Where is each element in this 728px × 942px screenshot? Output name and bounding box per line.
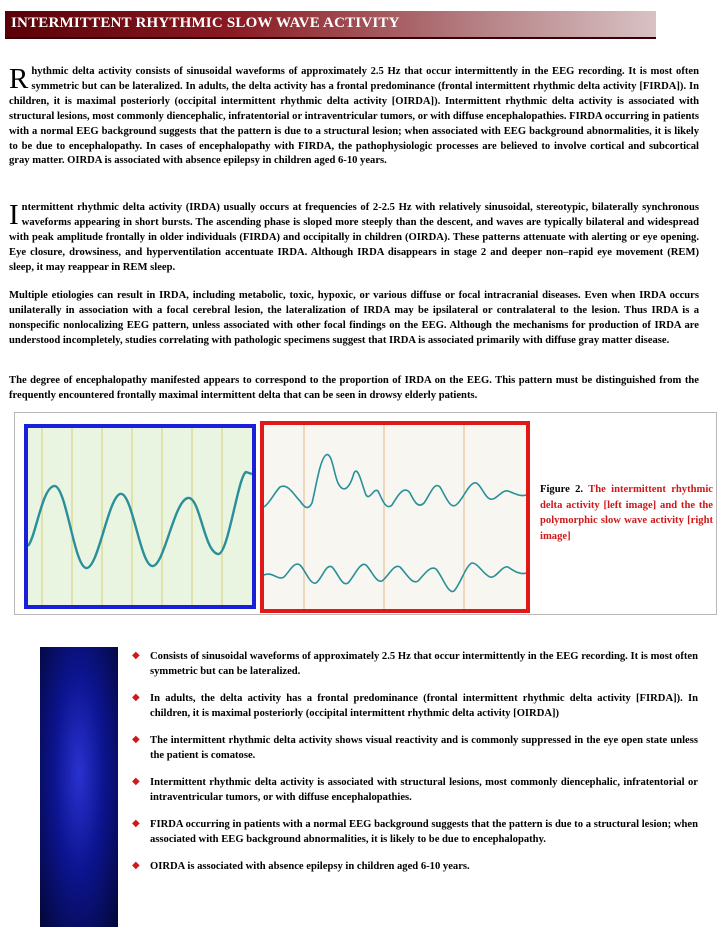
paragraph-3 bbox=[9, 289, 699, 349]
list-item bbox=[128, 859, 698, 874]
paragraph-2 bbox=[9, 201, 699, 276]
diamond-bullet-icon: ◆ bbox=[132, 692, 140, 703]
eeg-image-polymorphic bbox=[260, 421, 530, 613]
list-item-text: OIRDA is associated with absence epilepsy in children aged 6-10 years. bbox=[150, 861, 470, 872]
list-item bbox=[128, 733, 698, 763]
list-item-text: FIRDA occurring in patients with a normal EEG background suggests that the pattern is due to a structural lesion; when associated with EEG background abnormalities, it is likely to be due to encephalopathy. bbox=[150, 819, 698, 845]
paragraph-4 bbox=[9, 374, 699, 404]
paragraph-4-text: The degree of encephalopathy manifested appears to correspond to the proportion of IRDA on the EEG. This pattern must be distinguished from the frequently encountered frontally maximal intermittent delta that can be seen in drowsy elderly patients. bbox=[9, 375, 699, 401]
list-item bbox=[128, 775, 698, 805]
diamond-bullet-icon: ◆ bbox=[132, 650, 140, 661]
paragraph-2-text: ntermittent rhythmic delta activity (IRDA) usually occurs at frequencies of 2-2.5 Hz with relatively sinusoidal, stereotypic, bilaterally synchronous waveforms appearing in short bursts. The ascending phase is sloped more steeply than the descent, and waves are typically bilateral and widespread with peak amplitude frontally in older individuals (FIRDA) and occipitally in children (OIRDA). These patterns attenuate with alerting or eye opening. Eye closure, drowsiness, and hyperventilation accentuate IRDA. Although IRDA disappears in stage 2 and deeper non–rapid eye movement (REM) sleep, it may reappear in REM sleep. bbox=[9, 202, 699, 273]
dropcap-i: I bbox=[9, 199, 19, 231]
list-item-text: Intermittent rhythmic delta activity is associated with structural lesions, most commonly diencephalic, infratentorial or intraventricular tumors, or with diffuse encephalopathies. bbox=[150, 777, 698, 803]
paragraph-3-text: Multiple etiologies can result in IRDA, including metabolic, toxic, hypoxic, or various diffuse or focal intracranial diseases. Even when IRDA occurs unilaterally in association with a focal cerebral lesion, the lateralization of IRDA may be ipsilateral or contralateral to the lesion. Thus IRDA is a nonspecific nonlocalizing EEG pattern, unless associated with other focal findings on the EEG. Although the mechanisms for production of IRDA are understood incompletely, studies correlating with pathologic specimens suggest that IRDA is associated primarily with diffuse gray matter disease. bbox=[9, 290, 699, 346]
eeg-trace-polymorphic bbox=[264, 425, 526, 609]
eeg-trace-irda bbox=[28, 428, 252, 605]
diamond-bullet-icon: ◆ bbox=[132, 776, 140, 787]
eeg-image-irda bbox=[24, 424, 256, 609]
list-item bbox=[128, 649, 698, 679]
paragraph-1 bbox=[9, 65, 699, 169]
diamond-bullet-icon: ◆ bbox=[132, 734, 140, 745]
list-item-text: In adults, the delta activity has a frontal predominance (frontal intermittent rhythmic delta activity [FIRDA]). In children, it is maximal posteriorly (occipital intermittent rhythmic delta activity [OIRDA]) bbox=[150, 693, 698, 719]
diamond-bullet-icon: ◆ bbox=[132, 818, 140, 829]
dropcap-r: R bbox=[9, 63, 29, 95]
figure-caption-text: The intermittent rhythmic delta activity [left image] and the the polymorphic slow wave activity [right image] bbox=[540, 484, 713, 542]
list-item bbox=[128, 691, 698, 721]
list-item-text: Consists of sinusoidal waveforms of approximately 2.5 Hz that occur intermittently in the EEG recording. It is most often symmetric but can be lateralized. bbox=[150, 651, 698, 677]
title-bar bbox=[5, 11, 656, 39]
figure-label: Figure 2. bbox=[540, 484, 584, 495]
decorative-panel bbox=[40, 647, 118, 927]
bullet-list bbox=[128, 649, 698, 886]
list-item bbox=[128, 817, 698, 847]
diamond-bullet-icon: ◆ bbox=[132, 860, 140, 871]
page-title: INTERMITTENT RHYTHMIC SLOW WAVE ACTIVITY bbox=[11, 15, 400, 31]
paragraph-1-text: hythmic delta activity consists of sinusoidal waveforms of approximately 2.5 Hz that occur intermittently in the EEG recording. It is most often symmetric but can be lateralized. In adults, the delta activity has a frontal predominance (frontal intermittent rhythmic delta activity [FIRDA]). In children, it is maximal posteriorly (occipital intermittent rhythmic delta activity [OIRDA]). Intermittent rhythmic delta activity is associated with structural lesions, most commonly diencephalic, infratentorial or intraventricular tumors, or with diffuse encephalopathies. FIRDA occurring in patients with a normal EEG background suggests that the pattern is due to a structural lesion; when associated with EEG background abnormalities, it is likely to be due to encephalopathy. In cases of encephalopathy with FIRDA, the pathophysiologic processes are believed to involve cortical and subcortical gray matter. OIRDA is associated with absence epilepsy in children aged 6-10 years. bbox=[9, 66, 699, 167]
figure-caption bbox=[540, 482, 713, 544]
list-item-text: The intermittent rhythmic delta activity shows visual reactivity and is commonly suppressed in the eye open state unless the patient is comatose. bbox=[150, 735, 698, 761]
